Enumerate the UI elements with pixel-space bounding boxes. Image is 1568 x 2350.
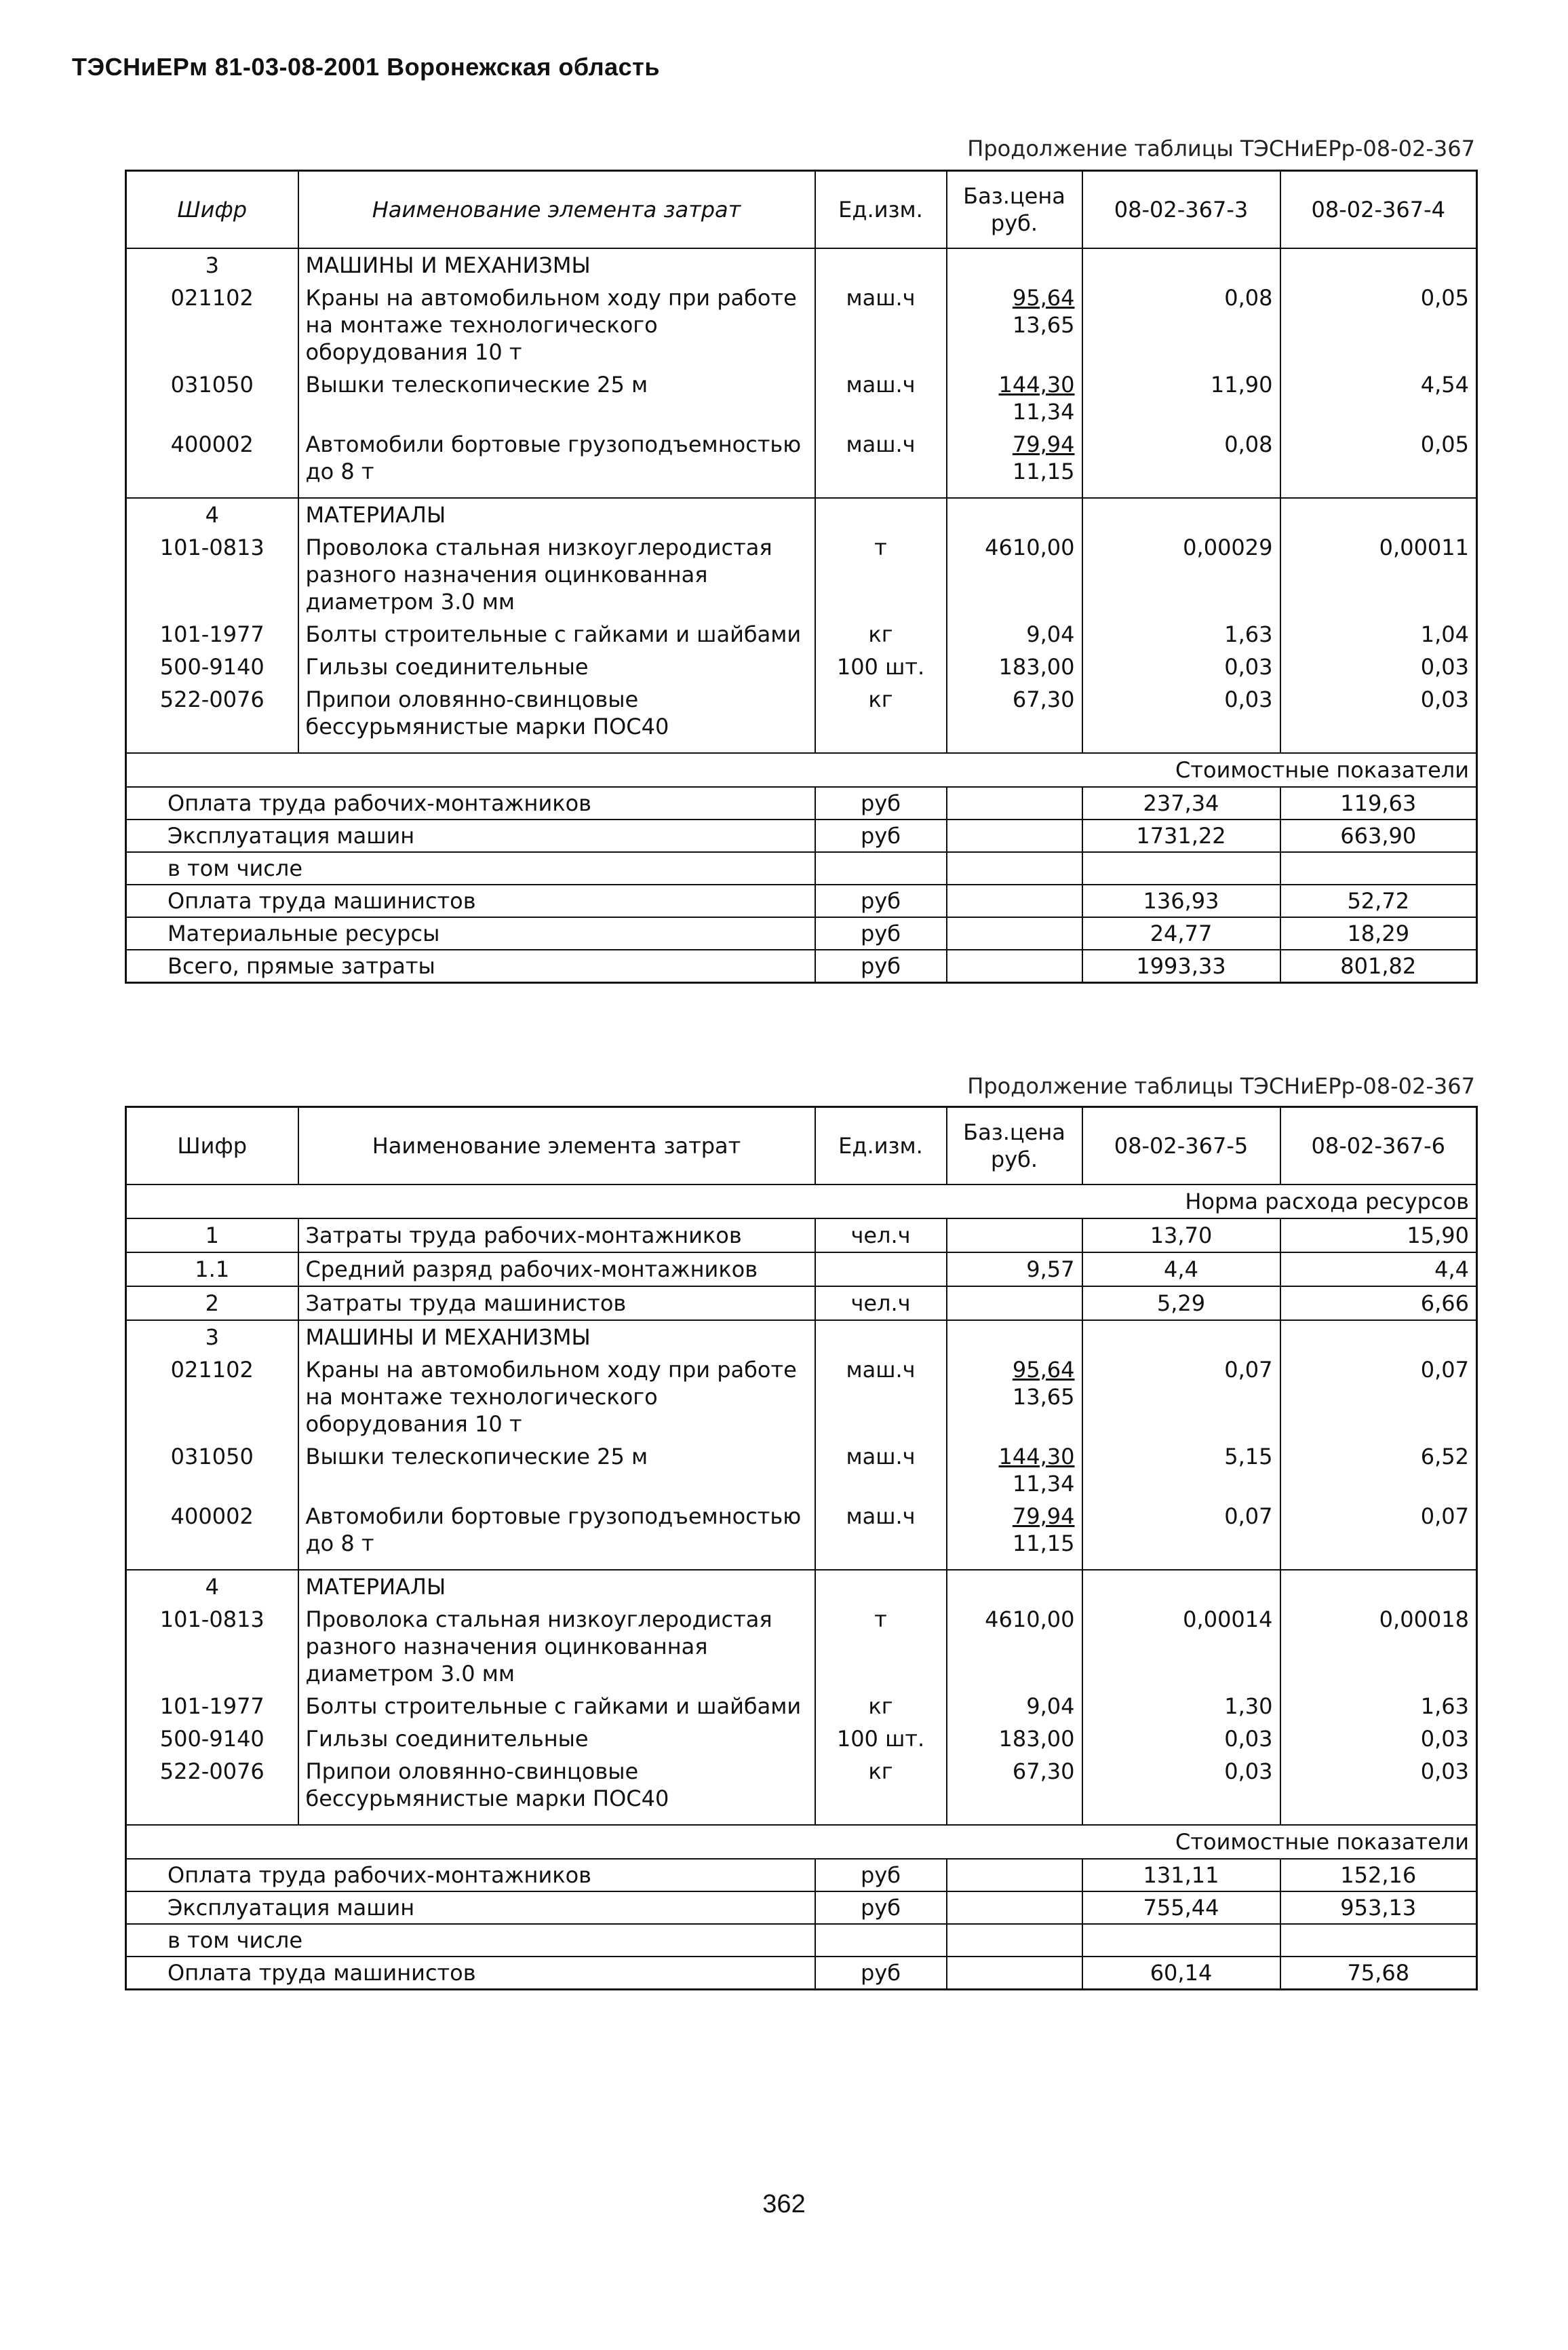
empty-cell <box>126 1815 298 1825</box>
empty-cell <box>298 1560 815 1570</box>
row-price <box>947 618 1082 651</box>
row-value-col2: 0,07 <box>1280 1353 1477 1440</box>
row-code: 400002 <box>170 431 254 457</box>
row-value-col2: 4,54 <box>1280 368 1477 428</box>
table-row <box>126 1690 1477 1722</box>
header-name: Наименование элемента затрат <box>298 171 815 249</box>
header-price: Баз.цена руб. <box>947 1107 1082 1185</box>
totals-unit: руб <box>815 917 947 950</box>
row-price <box>947 683 1082 743</box>
empty-cell <box>126 488 298 498</box>
labor-value-col2: 15,90 <box>1280 1218 1477 1252</box>
totals-label: Материальные ресурсы <box>168 921 440 946</box>
price-value: 183,00 <box>998 1726 1075 1752</box>
labor-unit <box>815 1252 947 1286</box>
table2-header-row <box>126 1107 1477 1185</box>
table-row <box>126 651 1477 683</box>
empty-cell <box>947 248 1082 282</box>
price-value: 144,30 <box>998 372 1075 398</box>
empty-cell <box>947 1957 1082 1990</box>
row-code: 101-1977 <box>159 621 264 647</box>
totals-value-col1: 136,93 <box>1082 885 1280 917</box>
row-name: Автомобили бортовые грузоподъемностью до 8 т <box>298 1500 815 1560</box>
row-name: Вышки телескопические 25 м <box>298 1440 815 1500</box>
header-code: Шифр <box>177 197 248 223</box>
table-row <box>126 683 1477 743</box>
row-name: Припои оловянно-свинцовые бессурьмянистые марки ПОС40 <box>298 1755 815 1815</box>
row-value-col1: 0,00014 <box>1082 1603 1280 1690</box>
price-value: 183,00 <box>998 654 1075 680</box>
totals-value-col2 <box>1280 852 1477 885</box>
empty-cell <box>947 885 1082 917</box>
totals-value-col2: 18,29 <box>1280 917 1477 950</box>
row-unit: т <box>815 531 947 618</box>
header-code: Шифр <box>177 1133 248 1159</box>
totals-value-col1: 131,11 <box>1082 1859 1280 1891</box>
row-code: 021102 <box>170 285 254 311</box>
totals-label: Всего, прямые затраты <box>168 953 435 979</box>
table1-body <box>126 248 1477 753</box>
empty-cell <box>815 248 947 282</box>
row-value-col2: 0,05 <box>1280 282 1477 368</box>
row-value-col1: 0,03 <box>1082 683 1280 743</box>
totals-label: Оплата труда рабочих-монтажников <box>168 1862 592 1888</box>
empty-cell <box>815 1320 947 1353</box>
totals-value-col2: 953,13 <box>1280 1891 1477 1924</box>
section-header-row <box>126 248 1477 282</box>
row-name: Автомобили бортовые грузоподъемностью до 8 т <box>298 428 815 488</box>
empty-cell <box>1082 498 1280 531</box>
empty-cell <box>1280 248 1477 282</box>
section-code: 4 <box>205 1574 219 1600</box>
row-code: 522-0076 <box>159 1758 264 1784</box>
price-value: 95,64 <box>1012 1357 1075 1383</box>
empty-cell <box>947 1570 1082 1603</box>
totals-value-col1: 1993,33 <box>1082 950 1280 983</box>
row-unit: маш.ч <box>815 1500 947 1560</box>
row-value-col2: 0,07 <box>1280 1500 1477 1560</box>
empty-cell <box>1280 1815 1477 1825</box>
empty-cell <box>1280 743 1477 753</box>
row-unit: маш.ч <box>815 428 947 488</box>
empty-cell <box>1082 248 1280 282</box>
empty-cell <box>1280 1560 1477 1570</box>
row-price <box>947 1722 1082 1755</box>
row-price <box>947 1603 1082 1690</box>
empty-cell <box>947 743 1082 753</box>
table2 <box>125 1106 1478 1990</box>
table1-totals <box>126 753 1477 983</box>
totals-row <box>126 1891 1477 1924</box>
labor-name: Затраты труда рабочих-монтажников <box>298 1218 815 1252</box>
section-title: МАШИНЫ И МЕХАНИЗМЫ <box>298 1320 815 1353</box>
empty-cell <box>947 1815 1082 1825</box>
labor-row <box>126 1218 1477 1252</box>
row-value-col1: 0,03 <box>1082 651 1280 683</box>
table-row <box>126 368 1477 428</box>
totals-value-col2: 801,82 <box>1280 950 1477 983</box>
totals-unit: руб <box>815 1891 947 1924</box>
row-price <box>947 531 1082 618</box>
totals-row <box>126 820 1477 852</box>
empty-cell <box>947 917 1082 950</box>
row-value-col1: 0,03 <box>1082 1722 1280 1755</box>
labor-row <box>126 1286 1477 1320</box>
price-value: 79,94 <box>1012 1503 1075 1529</box>
row-unit: маш.ч <box>815 368 947 428</box>
row-code: 101-1977 <box>159 1693 264 1719</box>
totals-unit: руб <box>815 950 947 983</box>
row-name: Гильзы соединительные <box>298 1722 815 1755</box>
totals-label: в том числе <box>168 855 302 881</box>
table-row <box>126 428 1477 488</box>
table1 <box>125 170 1478 984</box>
table-row <box>126 282 1477 368</box>
totals-value-col2 <box>1280 1924 1477 1957</box>
row-price <box>947 282 1082 368</box>
row-code: 500-9140 <box>159 1726 264 1752</box>
norm-band-label: Норма расхода ресурсов <box>1185 1189 1469 1214</box>
labor-value-col2: 6,66 <box>1280 1286 1477 1320</box>
row-name: Проволока стальная низкоуглеродистая разного назначения оцинкованная диаметром 3.0 мм <box>298 1603 815 1690</box>
totals-label: Оплата труда машинистов <box>168 1960 476 1986</box>
table-row <box>126 1500 1477 1560</box>
row-code: 500-9140 <box>159 654 264 680</box>
row-value-col1: 5,15 <box>1082 1440 1280 1500</box>
empty-cell <box>1280 1570 1477 1603</box>
row-value-col2: 0,00011 <box>1280 531 1477 618</box>
row-value-col1: 11,90 <box>1082 368 1280 428</box>
empty-cell <box>815 1815 947 1825</box>
empty-cell <box>815 1560 947 1570</box>
totals-row <box>126 1924 1477 1957</box>
table2-body <box>126 1320 1477 1825</box>
totals-unit: руб <box>815 885 947 917</box>
row-unit: 100 шт. <box>815 651 947 683</box>
spacer-row <box>126 743 1477 753</box>
header-col2: 08-02-367-6 <box>1280 1107 1477 1185</box>
totals-unit: руб <box>815 1859 947 1891</box>
row-code: 031050 <box>170 372 254 398</box>
totals-unit: руб <box>815 820 947 852</box>
section-code: 3 <box>205 252 219 278</box>
row-value-col2: 1,63 <box>1280 1690 1477 1722</box>
price-value: 95,64 <box>1012 285 1075 311</box>
row-code: 021102 <box>170 1357 254 1383</box>
cost-band-row <box>126 753 1477 787</box>
table1-caption: Продолжение таблицы ТЭСНиЕРр-08-02-367 <box>967 136 1475 161</box>
table-row <box>126 1755 1477 1815</box>
price-value: 9,04 <box>1026 621 1075 647</box>
section-code: 3 <box>205 1324 219 1350</box>
labor-price <box>947 1286 1082 1320</box>
section-header-row <box>126 498 1477 531</box>
totals-unit: руб <box>815 1957 947 1990</box>
cost-band-label: Стоимостные показатели <box>1175 757 1469 783</box>
labor-code: 1.1 <box>195 1256 230 1282</box>
row-unit: кг <box>815 618 947 651</box>
row-code: 522-0076 <box>159 687 264 712</box>
empty-cell <box>1280 488 1477 498</box>
section-title: МАТЕРИАЛЫ <box>298 498 815 531</box>
row-value-col1: 0,07 <box>1082 1500 1280 1560</box>
row-value-col1: 0,07 <box>1082 1353 1280 1440</box>
row-value-col2: 0,03 <box>1280 1722 1477 1755</box>
labor-value-col1: 5,29 <box>1082 1286 1280 1320</box>
labor-price <box>947 1218 1082 1252</box>
empty-cell <box>1280 1320 1477 1353</box>
row-value-col2: 0,03 <box>1280 1755 1477 1815</box>
header-price: Баз.цена руб. <box>947 171 1082 249</box>
empty-cell <box>126 743 298 753</box>
labor-row <box>126 1252 1477 1286</box>
row-price <box>947 1353 1082 1440</box>
table-row <box>126 1722 1477 1755</box>
totals-value-col2: 75,68 <box>1280 1957 1477 1990</box>
labor-value-col2: 4,4 <box>1280 1252 1477 1286</box>
row-unit: т <box>815 1603 947 1690</box>
empty-cell <box>126 1560 298 1570</box>
table-row <box>126 1353 1477 1440</box>
totals-value-col2: 52,72 <box>1280 885 1477 917</box>
price-wage-value: 11,15 <box>1012 1530 1075 1556</box>
price-wage-value: 13,65 <box>1012 312 1075 338</box>
totals-value-col1: 60,14 <box>1082 1957 1280 1990</box>
section-title: МАШИНЫ И МЕХАНИЗМЫ <box>298 248 815 282</box>
totals-value-col1: 755,44 <box>1082 1891 1280 1924</box>
totals-label: Эксплуатация машин <box>168 823 415 849</box>
page-number: 362 <box>762 2190 806 2218</box>
table1-header-row <box>126 171 1477 249</box>
row-price <box>947 1755 1082 1815</box>
empty-cell <box>947 852 1082 885</box>
price-value: 67,30 <box>1012 687 1075 712</box>
empty-cell <box>947 950 1082 983</box>
table-row <box>126 531 1477 618</box>
labor-value-col1: 4,4 <box>1082 1252 1280 1286</box>
row-price <box>947 651 1082 683</box>
row-unit: кг <box>815 1755 947 1815</box>
row-price <box>947 1500 1082 1560</box>
empty-cell <box>947 1560 1082 1570</box>
header-col2: 08-02-367-4 <box>1280 171 1477 249</box>
price-value: 4610,00 <box>985 535 1075 560</box>
row-value-col1: 0,08 <box>1082 428 1280 488</box>
section-header-row <box>126 1570 1477 1603</box>
empty-cell <box>947 1891 1082 1924</box>
header-name: Наименование элемента затрат <box>298 1107 815 1185</box>
labor-unit: чел.ч <box>815 1218 947 1252</box>
empty-cell <box>1082 488 1280 498</box>
totals-row <box>126 917 1477 950</box>
totals-row <box>126 1859 1477 1891</box>
empty-cell <box>1082 1560 1280 1570</box>
row-name: Проволока стальная низкоуглеродистая разного назначения оцинкованная диаметром 3.0 мм <box>298 531 815 618</box>
spacer-row <box>126 1560 1477 1570</box>
row-value-col1: 0,00029 <box>1082 531 1280 618</box>
empty-cell <box>815 498 947 531</box>
price-value: 9,04 <box>1026 1693 1075 1719</box>
totals-unit: руб <box>815 787 947 820</box>
header-unit: Ед.изм. <box>815 171 947 249</box>
row-unit: 100 шт. <box>815 1722 947 1755</box>
section-title: МАТЕРИАЛЫ <box>298 1570 815 1603</box>
labor-name: Затраты труда машинистов <box>298 1286 815 1320</box>
totals-label: в том числе <box>168 1927 302 1953</box>
row-value-col1: 0,03 <box>1082 1755 1280 1815</box>
totals-row <box>126 787 1477 820</box>
totals-value-col1: 1731,22 <box>1082 820 1280 852</box>
table-row <box>126 1440 1477 1500</box>
row-name: Краны на автомобильном ходу при работе на монтаже технологического оборудования 10 т <box>298 282 815 368</box>
labor-unit: чел.ч <box>815 1286 947 1320</box>
empty-cell <box>815 743 947 753</box>
empty-cell <box>1082 1815 1280 1825</box>
empty-cell <box>1082 1570 1280 1603</box>
cost-band-label: Стоимостные показатели <box>1175 1829 1469 1855</box>
empty-cell <box>947 488 1082 498</box>
price-value: 67,30 <box>1012 1758 1075 1784</box>
labor-value-col1: 13,70 <box>1082 1218 1280 1252</box>
empty-cell <box>1082 743 1280 753</box>
totals-row <box>126 885 1477 917</box>
totals-row <box>126 1957 1477 1990</box>
price-wage-value: 11,34 <box>1012 1471 1075 1497</box>
row-value-col2: 1,04 <box>1280 618 1477 651</box>
labor-name: Средний разряд рабочих-монтажников <box>298 1252 815 1286</box>
empty-cell <box>947 1320 1082 1353</box>
price-value: 144,30 <box>998 1444 1075 1469</box>
row-name: Болты строительные с гайками и шайбами <box>298 618 815 651</box>
row-code: 031050 <box>170 1444 254 1469</box>
totals-value-col1: 24,77 <box>1082 917 1280 950</box>
table-row <box>126 1603 1477 1690</box>
table2-caption: Продолжение таблицы ТЭСНиЕРр-08-02-367 <box>967 1073 1475 1099</box>
row-value-col1: 1,63 <box>1082 618 1280 651</box>
row-unit: маш.ч <box>815 1353 947 1440</box>
empty-cell <box>298 488 815 498</box>
empty-cell <box>947 498 1082 531</box>
price-wage-value: 11,34 <box>1012 399 1075 425</box>
price-wage-value: 11,15 <box>1012 459 1075 484</box>
totals-unit <box>815 852 947 885</box>
totals-unit <box>815 1924 947 1957</box>
row-value-col2: 6,52 <box>1280 1440 1477 1500</box>
table2-totals <box>126 1825 1477 1990</box>
totals-value-col1 <box>1082 852 1280 885</box>
empty-cell <box>298 1815 815 1825</box>
price-value: 79,94 <box>1012 431 1075 457</box>
row-price <box>947 1440 1082 1500</box>
row-value-col1: 1,30 <box>1082 1690 1280 1722</box>
table2-labor <box>126 1218 1477 1320</box>
empty-cell <box>815 488 947 498</box>
totals-label: Оплата труда рабочих-монтажников <box>168 790 592 816</box>
totals-label: Оплата труда машинистов <box>168 888 476 914</box>
row-unit: кг <box>815 1690 947 1722</box>
labor-code: 1 <box>205 1222 219 1248</box>
totals-value-col2: 663,90 <box>1280 820 1477 852</box>
spacer-row <box>126 1815 1477 1825</box>
row-name: Гильзы соединительные <box>298 651 815 683</box>
header-col1: 08-02-367-5 <box>1082 1107 1280 1185</box>
row-code: 101-0813 <box>159 1606 264 1632</box>
empty-cell <box>947 1859 1082 1891</box>
totals-value-col2: 152,16 <box>1280 1859 1477 1891</box>
header-col1: 08-02-367-3 <box>1082 171 1280 249</box>
totals-row <box>126 852 1477 885</box>
totals-value-col1 <box>1082 1924 1280 1957</box>
row-value-col2: 0,03 <box>1280 651 1477 683</box>
cost-band-row <box>126 1825 1477 1859</box>
labor-price: 9,57 <box>947 1252 1082 1286</box>
row-code: 400002 <box>170 1503 254 1529</box>
labor-code: 2 <box>205 1290 219 1316</box>
empty-cell <box>947 787 1082 820</box>
section-header-row <box>126 1320 1477 1353</box>
empty-cell <box>298 743 815 753</box>
empty-cell <box>947 820 1082 852</box>
row-value-col1: 0,08 <box>1082 282 1280 368</box>
empty-cell <box>947 1924 1082 1957</box>
totals-row <box>126 950 1477 983</box>
empty-cell <box>1082 1320 1280 1353</box>
row-price <box>947 428 1082 488</box>
header-unit: Ед.изм. <box>815 1107 947 1185</box>
row-value-col2: 0,03 <box>1280 683 1477 743</box>
totals-value-col2: 119,63 <box>1280 787 1477 820</box>
spacer-row <box>126 488 1477 498</box>
table-row <box>126 618 1477 651</box>
row-price <box>947 1690 1082 1722</box>
row-unit: кг <box>815 683 947 743</box>
row-name: Припои оловянно-свинцовые бессурьмянистые марки ПОС40 <box>298 683 815 743</box>
row-name: Вышки телескопические 25 м <box>298 368 815 428</box>
empty-cell <box>815 1570 947 1603</box>
norm-band-row <box>126 1184 1477 1218</box>
row-name: Болты строительные с гайками и шайбами <box>298 1690 815 1722</box>
empty-cell <box>1280 498 1477 531</box>
row-name: Краны на автомобильном ходу при работе на монтаже технологического оборудования 10 т <box>298 1353 815 1440</box>
row-code: 101-0813 <box>159 535 264 560</box>
row-price <box>947 368 1082 428</box>
totals-label: Эксплуатация машин <box>168 1895 415 1921</box>
totals-value-col1: 237,34 <box>1082 787 1280 820</box>
document-header: ТЭСНиЕРм 81-03-08-2001 Воронежская область <box>72 53 660 81</box>
row-value-col2: 0,00018 <box>1280 1603 1477 1690</box>
price-wage-value: 13,65 <box>1012 1384 1075 1410</box>
row-unit: маш.ч <box>815 282 947 368</box>
section-code: 4 <box>205 502 219 528</box>
row-unit: маш.ч <box>815 1440 947 1500</box>
row-value-col2: 0,05 <box>1280 428 1477 488</box>
price-value: 4610,00 <box>985 1606 1075 1632</box>
